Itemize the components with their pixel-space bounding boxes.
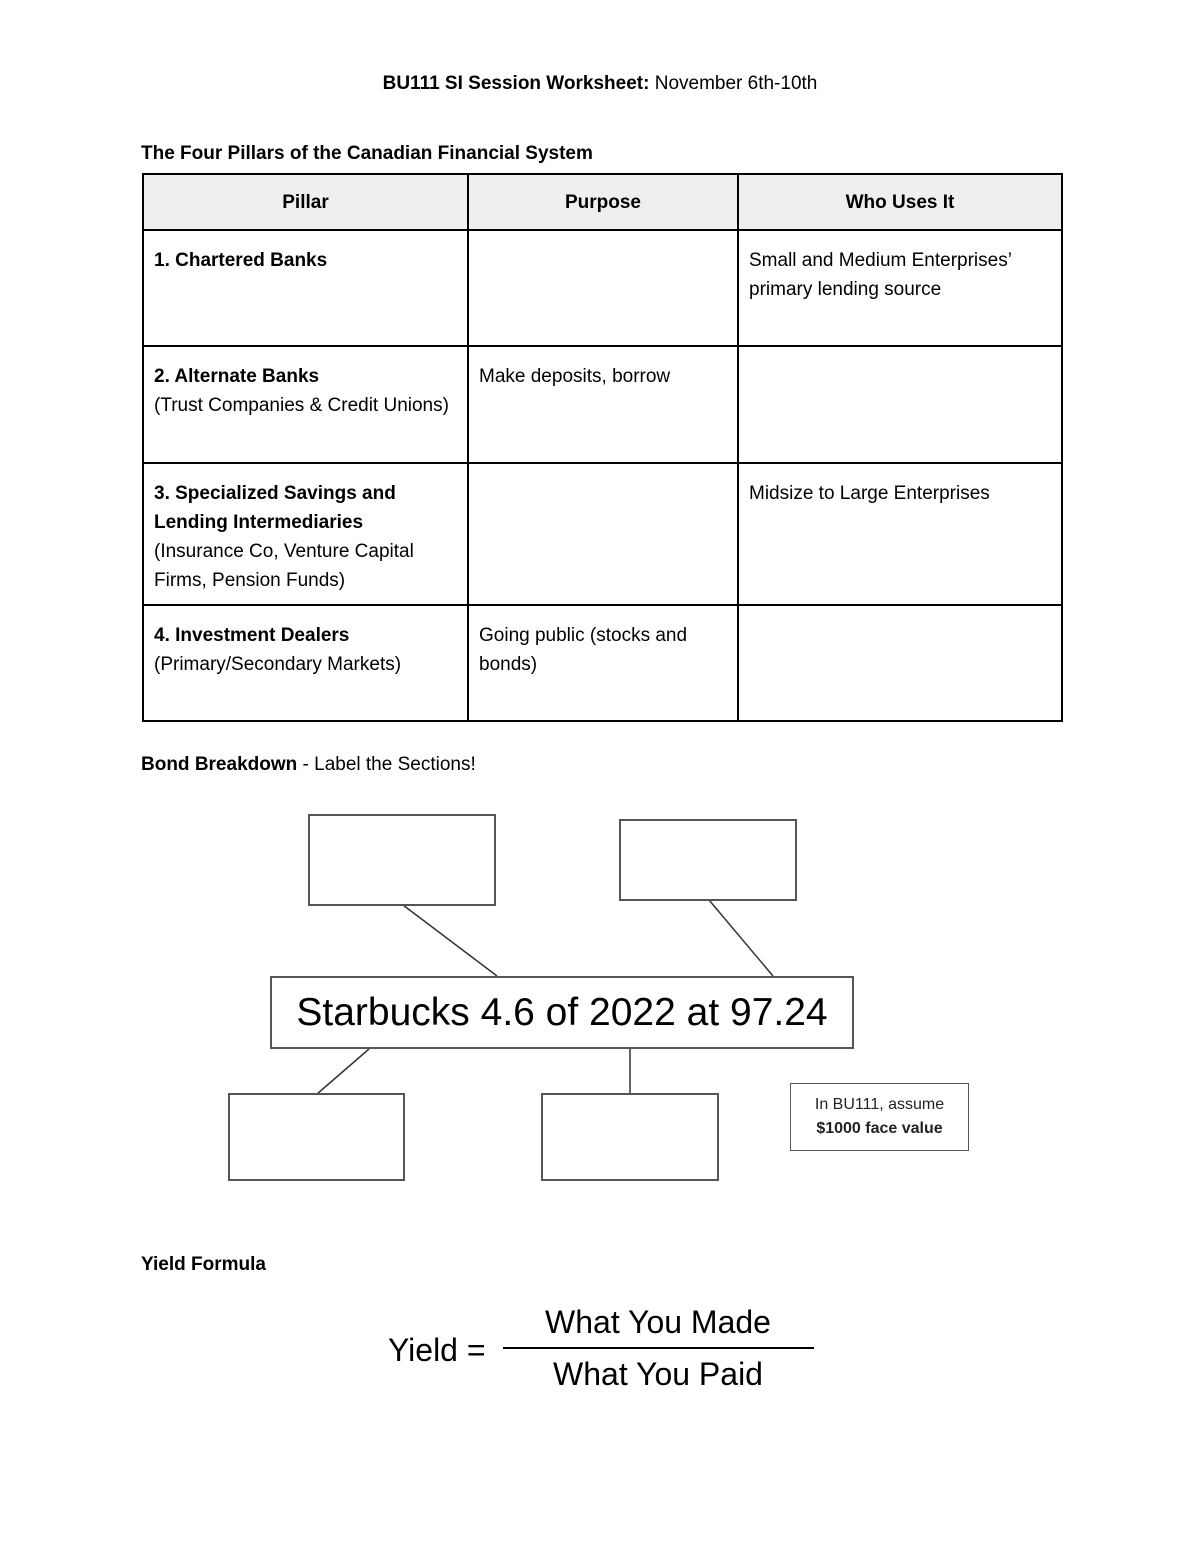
yield-formula-denominator: What You Paid bbox=[553, 1356, 763, 1392]
connector-line-top-left bbox=[403, 905, 497, 976]
bond-breakdown-heading-bold: Bond Breakdown bbox=[141, 754, 298, 775]
bond-breakdown-heading-instruction: - Label the Sections! bbox=[302, 754, 476, 775]
column-header-who-uses-it: Who Uses It bbox=[738, 174, 1062, 230]
label-box-bottom-left[interactable] bbox=[228, 1093, 405, 1181]
pillar-name: 4. Investment Dealers bbox=[154, 625, 350, 646]
connector-line-top-right bbox=[709, 900, 773, 976]
yield-formula-heading: Yield Formula bbox=[141, 1254, 266, 1275]
label-box-top-right[interactable] bbox=[619, 819, 797, 901]
face-value-note-line1: In BU111, assume bbox=[814, 1096, 945, 1113]
pillar-name: 1. Chartered Banks bbox=[154, 250, 328, 271]
pillar-name: 2. Alternate Banks bbox=[154, 366, 320, 387]
bond-quote: Starbucks 4.6 of 2022 at 97.24 bbox=[270, 976, 854, 1049]
pillar-detail: (Insurance Co, Venture Capital Firms, Pension Funds) bbox=[154, 541, 414, 591]
purpose-cell[interactable]: Make deposits, borrow bbox=[468, 346, 738, 463]
pillar-name: 3. Specialized Savings and Lending Intermediaries bbox=[154, 483, 396, 533]
label-box-top-left[interactable] bbox=[308, 814, 496, 906]
page-title-dates: November 6th-10th bbox=[654, 73, 818, 94]
column-header-pillar: Pillar bbox=[143, 174, 468, 230]
fraction-bar bbox=[503, 1347, 814, 1349]
face-value-note bbox=[790, 1083, 969, 1151]
pillar-detail: (Trust Companies & Credit Unions) bbox=[154, 395, 449, 416]
face-value-note-line2: $1000 face value bbox=[816, 1120, 943, 1137]
pillars-heading: The Four Pillars of the Canadian Financial System bbox=[141, 143, 593, 164]
label-box-bottom-middle[interactable] bbox=[541, 1093, 719, 1181]
purpose-cell[interactable]: Going public (stocks and bonds) bbox=[468, 605, 738, 721]
pillar-detail: (Primary/Secondary Markets) bbox=[154, 654, 402, 675]
page-title-course: BU111 SI Session Worksheet: bbox=[382, 73, 650, 94]
yield-formula-lhs: Yield = bbox=[388, 1332, 486, 1368]
who-uses-it-cell[interactable]: Midsize to Large Enterprises bbox=[738, 463, 1062, 605]
column-header-purpose: Purpose bbox=[468, 174, 738, 230]
yield-formula-numerator: What You Made bbox=[545, 1304, 771, 1340]
connector-line-bottom-left bbox=[317, 1049, 369, 1094]
who-uses-it-cell[interactable]: Small and Medium Enterprises’ primary lending source bbox=[738, 230, 1062, 346]
